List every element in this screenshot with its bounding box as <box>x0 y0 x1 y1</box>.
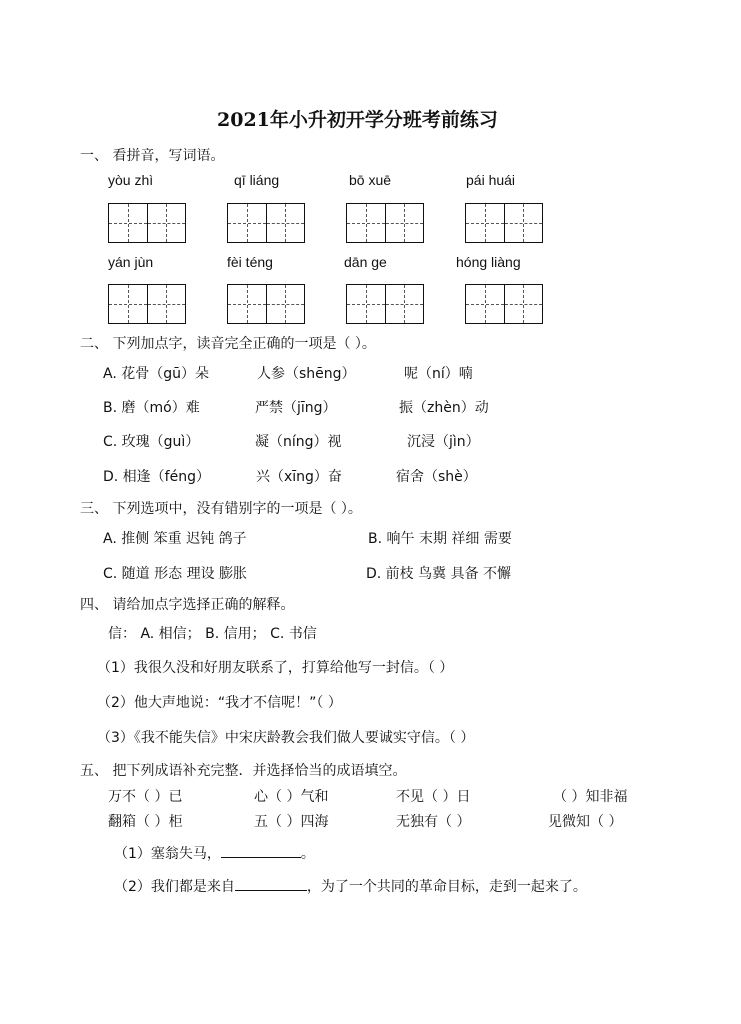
idiom-8: 见微知（ ） <box>548 814 623 830</box>
fill-question-1 <box>114 843 315 863</box>
section-2-heading: 二、 下列加点字，读音完全正确的一项是（ ）。 <box>80 336 376 352</box>
option-a-1: A. 花骨（gū）朵 <box>103 366 209 382</box>
fill-question-2 <box>114 876 587 896</box>
option-c-3: 沉浸（jìn） <box>407 434 480 450</box>
idiom-5: 翻箱（ ）柜 <box>108 814 183 830</box>
definition-options: 信： A. 相信； B. 信用； C. 书信 <box>108 626 317 642</box>
option-d-2: 兴（xīng）奋 <box>256 469 342 485</box>
question-2: （2）他大声地说：“我才不信呢！”（ ） <box>97 695 342 711</box>
pinyin-8: hóng liàng <box>456 254 521 270</box>
idiom-6: 五（ ）四海 <box>254 814 329 830</box>
writing-grid[interactable] <box>227 284 305 324</box>
fill-question-1-text: （1）塞翁失马， <box>114 846 221 862</box>
option-a-3: 呢（ní）喃 <box>404 366 473 382</box>
option-c: C. 随道 形态 理设 膨胀 <box>103 566 248 582</box>
writing-grid[interactable] <box>465 284 543 324</box>
pinyin-1: yòu zhì <box>108 172 154 188</box>
pinyin-7: dān ge <box>344 254 387 270</box>
idiom-1: 万不（ ）已 <box>108 789 183 805</box>
writing-grid[interactable] <box>346 203 424 243</box>
section-5-heading: 五、 把下列成语补充完整．并选择恰当的成语填空。 <box>80 763 407 779</box>
option-d-3: 宿舍（shè） <box>396 469 477 485</box>
answer-blank[interactable] <box>235 878 307 891</box>
pinyin-4: pái huái <box>466 172 516 188</box>
fill-question-2-end: ，为了一个共同的革命目标，走到一起来了。 <box>306 879 587 895</box>
writing-grid[interactable] <box>108 284 186 324</box>
option-d-1: D. 相逢（féng） <box>103 469 210 485</box>
question-3: （3）《我不能失信》中宋庆龄教会我们做人要诚实守信。（ ） <box>97 730 475 746</box>
answer-blank[interactable] <box>221 845 301 858</box>
idiom-2: 心（ ）气和 <box>254 789 329 805</box>
pinyin-3: bō xuē <box>349 172 392 188</box>
writing-grid[interactable] <box>465 203 543 243</box>
section-3-heading: 三、 下列选项中，没有错别字的一项是（ ）。 <box>80 501 362 517</box>
writing-grid[interactable] <box>346 284 424 324</box>
pinyin-6: fèi téng <box>227 254 273 270</box>
fill-question-2-text: （2）我们都是来自 <box>114 879 235 895</box>
question-1: （1）我很久没和好朋友联系了，打算给他写一封信。（ ） <box>97 660 454 676</box>
section-1-heading: 一、 看拼音，写词语。 <box>80 148 225 164</box>
option-d: D. 前枝 鸟冀 具备 不懈 <box>366 566 512 582</box>
option-b: B. 响午 末期 祥细 需要 <box>368 531 512 547</box>
idiom-4: （ ）知非福 <box>553 789 628 805</box>
fill-question-1-end: 。 <box>300 846 315 862</box>
option-c-2: 凝（níng）视 <box>255 434 342 450</box>
option-b-2: 严禁（jīng） <box>255 400 337 416</box>
writing-grid[interactable] <box>108 203 186 243</box>
option-b-1: B. 磨（mó）难 <box>103 400 200 416</box>
option-b-3: 振（zhèn）动 <box>399 400 489 416</box>
option-a: A. 推侧 笨重 迟钝 鸽子 <box>103 531 247 547</box>
option-a-2: 人参（shēng） <box>257 366 356 382</box>
idiom-3: 不见（ ）日 <box>396 789 471 805</box>
idiom-7: 无独有（ ） <box>396 814 471 830</box>
writing-grid[interactable] <box>227 203 305 243</box>
pinyin-5: yán jùn <box>108 254 154 270</box>
page-title: 2021年小升初开学分班考前练习 <box>217 109 498 131</box>
option-c-1: C. 玫瑰（guì） <box>103 434 200 450</box>
section-4-heading: 四、 请给加点字选择正确的解释。 <box>80 597 295 613</box>
pinyin-2: qī liáng <box>234 172 280 188</box>
